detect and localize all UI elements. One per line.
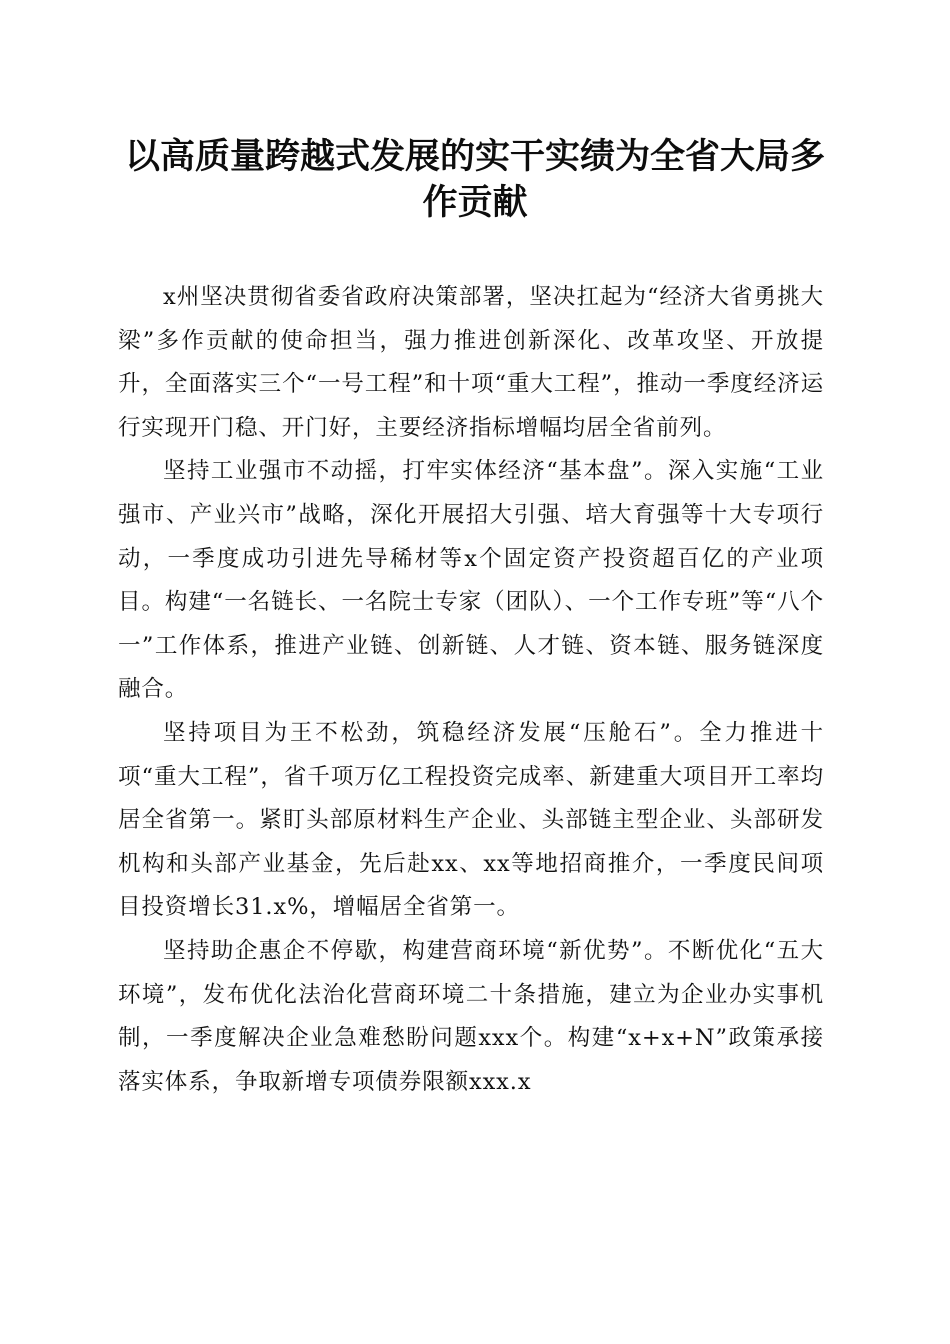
paragraph-intro: x州坚决贯彻省委省政府决策部署，坚决扛起为“经济大省勇挑大梁”多作贡献的使命担当，强力推进创新深化、改革攻坚、开放提升，全面落实三个“一号工程”和十项“重大工程”，推动一季度经济运行实现开门稳、开门好，主要经济指标增幅均居全省前列。 xyxy=(118,284,824,441)
paragraph-projects: 坚持项目为王不松劲，筑稳经济发展“压舱石”。全力推进十项“重大工程”，省千项万亿工程投资完成率、新建重大项目开工率均居全省第一。紧盯头部原材料生产企业、头部链主型企业、头部研发机构和头部产业基金，先后赴xx、xx等地招商推介，一季度民间项目投资增长31.x%，增幅居全省第一。 xyxy=(118,719,824,921)
document-body xyxy=(118,276,824,1104)
document-title: 以高质量跨越式发展的实干实绩为全省大局多作贡献 xyxy=(124,136,825,223)
paragraph-business-environment: 坚持助企惠企不停歇，构建营商环境“新优势”。不断优化“五大环境”，发布优化法治化营商环境二十条措施，建立为企业办实事机制，一季度解决企业急难愁盼问题xxx个。构建“x+x+N”政策承接落实体系，争取新增专项债券限额xxx.x xyxy=(118,937,824,1095)
paragraph-industry: 坚持工业强市不动摇，打牢实体经济“基本盘”。深入实施“工业强市、产业兴市”战略，深化开展招大引强、培大育强等十大专项行动，一季度成功引进先导稀材等x个固定资产投资超百亿的产业项目。构建“一名链长、一名院士专家（团队）、一个工作专班”等“八个一”工作体系，推进产业链、创新链、人才链、资本链、服务链深度融合。 xyxy=(118,458,824,703)
